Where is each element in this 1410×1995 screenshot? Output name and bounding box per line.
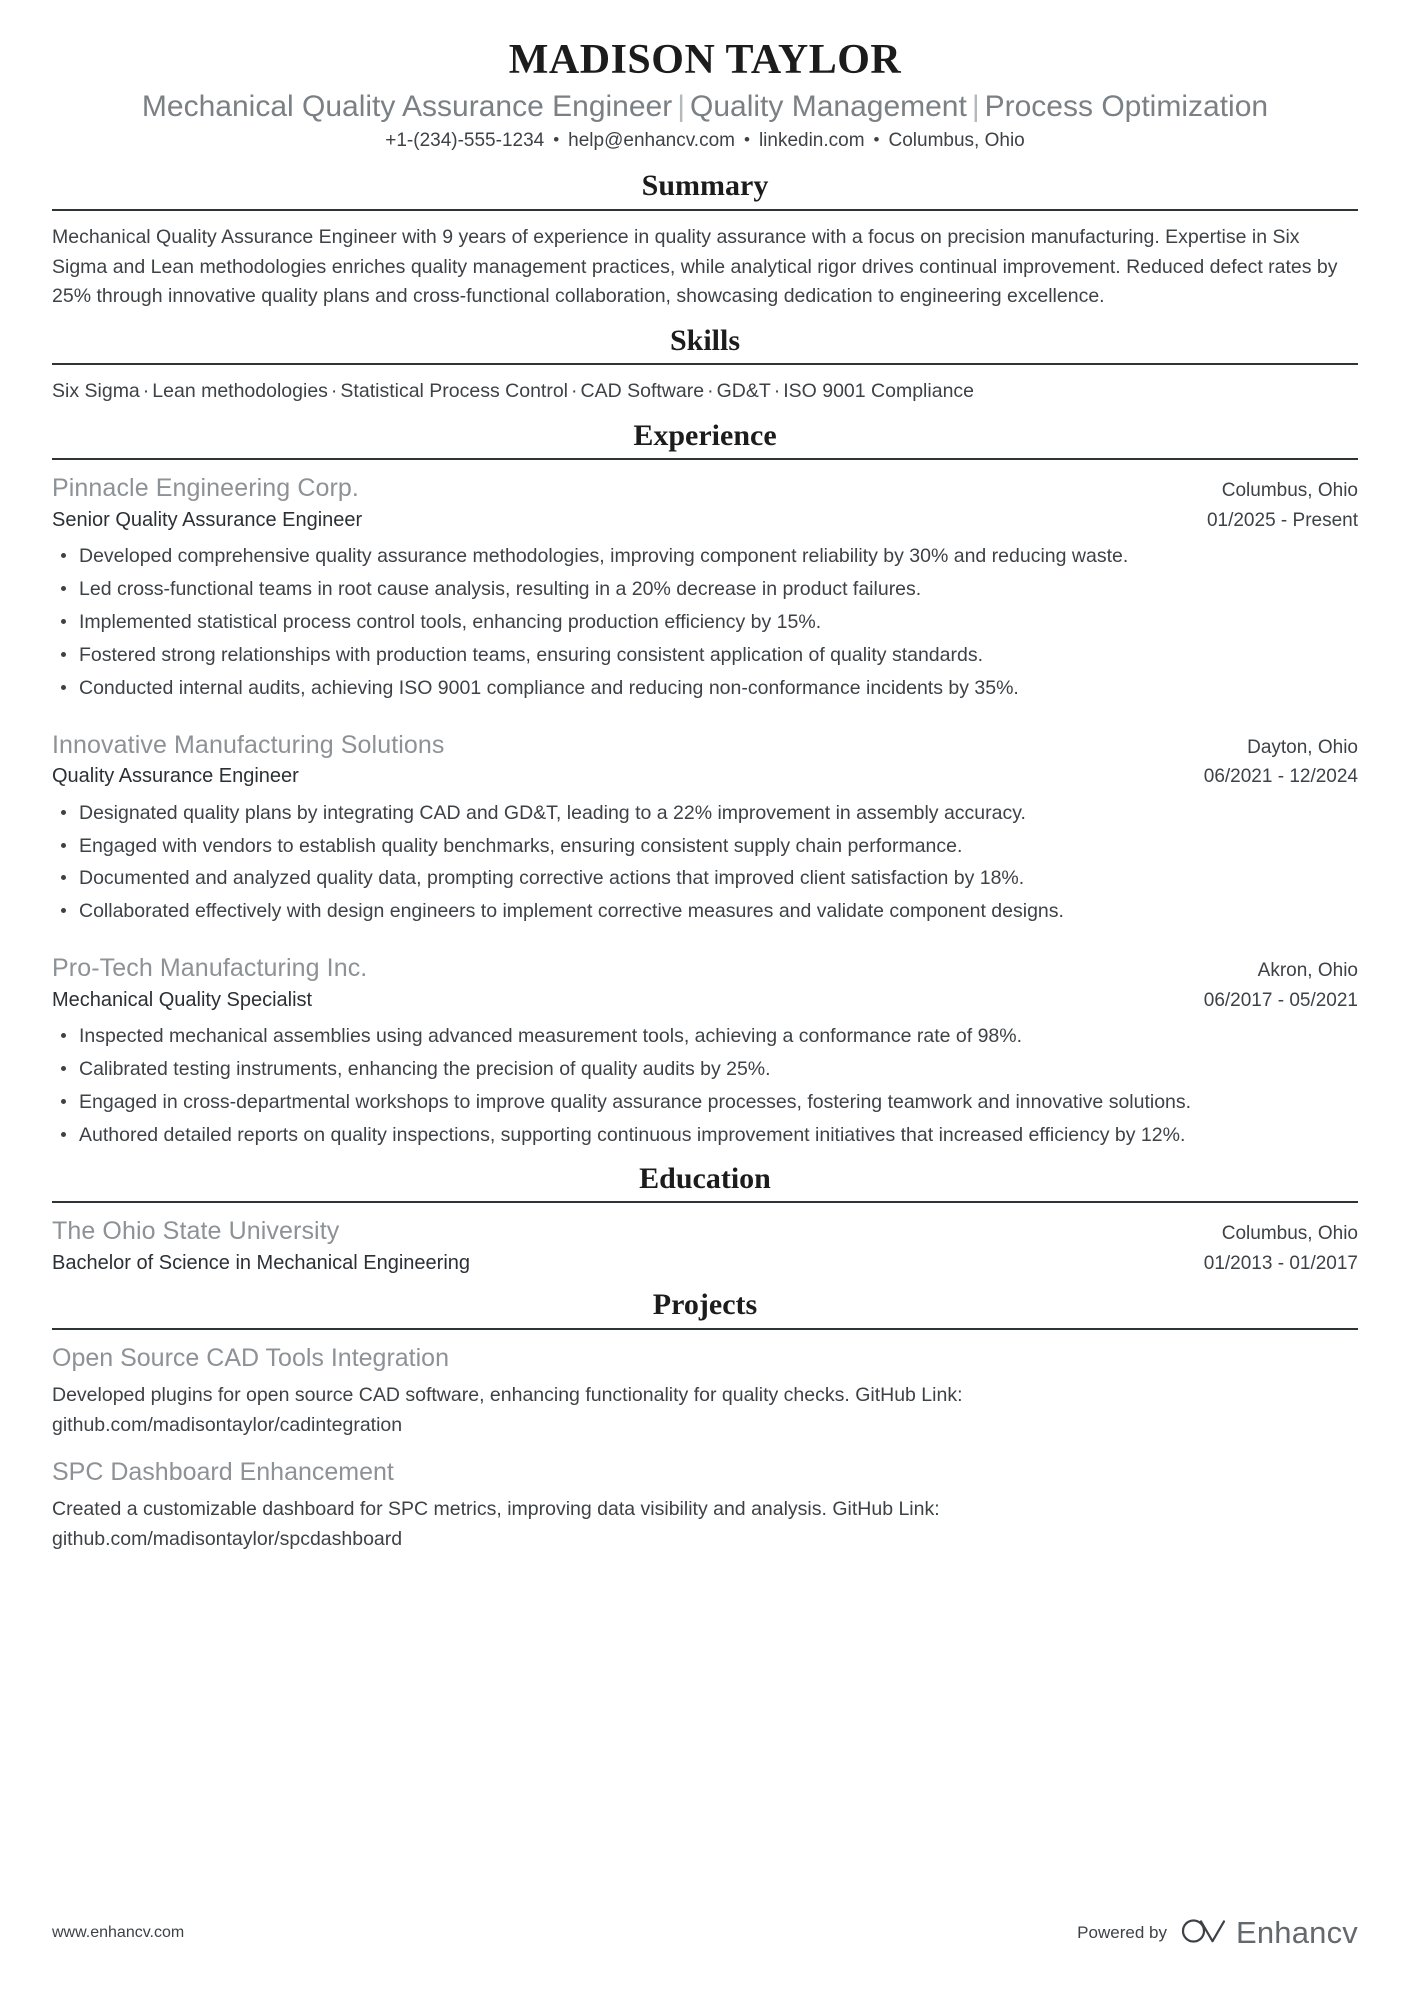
- skill-separator: ·: [142, 380, 150, 403]
- candidate-headline: [52, 89, 1358, 124]
- contact-line: [52, 129, 1358, 154]
- skill-separator: ·: [330, 380, 338, 403]
- skill-item: ISO 9001 Compliance: [783, 380, 975, 403]
- contact-separator-3: •: [873, 129, 880, 149]
- experience-entry-header: [52, 952, 1358, 985]
- experience-entry-subheader: [52, 987, 1358, 1014]
- experience-entry-subheader: [52, 507, 1358, 534]
- skill-separator: ·: [773, 380, 781, 403]
- footer-url[interactable]: www.enhancv.com: [52, 1924, 185, 1941]
- experience-bullets: [52, 542, 1358, 702]
- spacer: [52, 934, 1358, 952]
- experience-dates: 01/2025 - Present: [1206, 509, 1358, 531]
- experience-location: Columbus, Ohio: [1221, 480, 1358, 502]
- section-skills: [52, 322, 1358, 407]
- enhancv-wordmark: Enhancv: [1235, 1915, 1358, 1950]
- experience-location: Dayton, Ohio: [1247, 736, 1358, 758]
- section-title-summary: Summary: [641, 169, 769, 203]
- experience-dates: 06/2017 - 05/2021: [1203, 989, 1358, 1011]
- bullet-item: Engaged in cross-departmental workshops to improve quality assurance processes, fostering teamwork and innovative solutions.: [52, 1088, 1358, 1117]
- section-divider: [52, 363, 1358, 365]
- section-education: [52, 1160, 1358, 1277]
- section-title-education: Education: [639, 1161, 771, 1195]
- bullet-item: Authored detailed reports on quality inspections, supporting continuous improvement initiatives that increased efficiency by 12%.: [52, 1121, 1358, 1150]
- experience-entry-header: [52, 472, 1358, 505]
- contact-separator-1: •: [553, 129, 560, 149]
- contact-separator-2: •: [743, 129, 750, 149]
- footer-branding: [1077, 1915, 1358, 1951]
- skill-separator: ·: [707, 380, 714, 403]
- education-dates: 01/2013 - 01/2017: [1203, 1252, 1358, 1274]
- experience-entry: [52, 952, 1358, 1150]
- section-projects: [52, 1286, 1358, 1554]
- section-title-experience: Experience: [633, 418, 777, 452]
- skill-item: Six Sigma: [52, 380, 140, 403]
- summary-text: Mechanical Quality Assurance Engineer with 9 years of experience in quality assurance with a focus on precision manufacturing. Expertise in Six Sigma and Lean methodologies enriches quality management practices, while analytical rigor drives continual improvement. Reduced defect rates by 25% through innovative quality plans and cross-functional collaboration, showcasing dedication to engineering excellence.: [52, 225, 1338, 308]
- bullet-item: Fostered strong relationships with production teams, ensuring consistent application of quality standards.: [52, 641, 1358, 670]
- education-entry: [52, 1215, 1358, 1276]
- experience-role: Senior Quality Assurance Engineer: [52, 508, 363, 531]
- education-institution: The Ohio State University: [52, 1217, 340, 1246]
- project-entry: [52, 1456, 1358, 1554]
- project-title: SPC Dashboard Enhancement: [52, 1457, 394, 1486]
- headline-separator-2: |: [971, 90, 980, 124]
- experience-organization: Pro-Tech Manufacturing Inc.: [52, 954, 368, 983]
- bullet-item: Collaborated effectively with design engineers to implement corrective measures and validate component designs.: [52, 897, 1358, 926]
- powered-by-label: Powered by: [1077, 1923, 1167, 1942]
- project-entry: [52, 1342, 1358, 1440]
- experience-entry-header: [52, 729, 1358, 762]
- section-title-projects: Projects: [652, 1288, 758, 1322]
- bullet-item: Inspected mechanical assemblies using advanced measurement tools, achieving a conformance rate of 98%.: [52, 1022, 1358, 1051]
- bullet-item: Conducted internal audits, achieving ISO 9001 compliance and reducing non-conformance incidents by 35%.: [52, 674, 1358, 703]
- bullet-item: Documented and analyzed quality data, prompting corrective actions that improved client satisfaction by 18%.: [52, 864, 1358, 893]
- enhancv-brand: [1181, 1915, 1358, 1951]
- bullet-item: Calibrated testing instruments, enhancing the precision of quality audits by 25%.: [52, 1055, 1358, 1084]
- experience-role: Quality Assurance Engineer: [52, 765, 299, 788]
- experience-bullets: [52, 1022, 1358, 1149]
- section-divider: [52, 209, 1358, 211]
- experience-dates: 06/2021 - 12/2024: [1203, 766, 1358, 788]
- experience-role: Mechanical Quality Specialist: [52, 988, 313, 1011]
- project-title: Open Source CAD Tools Integration: [52, 1343, 449, 1372]
- headline-part-3: Process Optimization: [984, 90, 1269, 124]
- experience-entry: [52, 729, 1358, 927]
- bullet-item: Implemented statistical process control tools, enhancing production efficiency by 15%.: [52, 608, 1358, 637]
- enhancv-logo-icon: [1181, 1916, 1227, 1951]
- education-degree: Bachelor of Science in Mechanical Engineering: [52, 1251, 471, 1274]
- section-summary: [52, 167, 1358, 311]
- resume-header: [52, 38, 1358, 153]
- experience-bullets: [52, 799, 1358, 926]
- education-location: Columbus, Ohio: [1221, 1223, 1358, 1245]
- experience-organization: Pinnacle Engineering Corp.: [52, 474, 359, 503]
- project-description: Created a customizable dashboard for SPC metrics, improving data visibility and analysis. GitHub Link: github.com/madisontaylor/spcdashboard: [52, 1498, 940, 1550]
- contact-email[interactable]: help@enhancv.com: [568, 129, 735, 151]
- experience-entry-subheader: [52, 763, 1358, 790]
- bullet-item: Developed comprehensive quality assurance methodologies, improving component reliability by 30% and reducing waste.: [52, 542, 1358, 571]
- skill-item: CAD Software: [580, 380, 705, 403]
- skill-item: GD&T: [716, 380, 771, 403]
- contact-linkedin[interactable]: linkedin.com: [758, 129, 865, 151]
- skills-list: [52, 377, 1358, 406]
- headline-part-1: Mechanical Quality Assurance Engineer: [141, 90, 673, 124]
- section-title-skills: Skills: [669, 323, 741, 357]
- section-divider: [52, 458, 1358, 460]
- spacer: [52, 711, 1358, 729]
- contact-location: Columbus, Ohio: [888, 129, 1025, 151]
- page-footer: [52, 1915, 1358, 1951]
- bullet-item: Engaged with vendors to establish quality benchmarks, ensuring consistent supply chain performance.: [52, 832, 1358, 861]
- section-divider: [52, 1201, 1358, 1203]
- contact-phone: +1-(234)-555-1234: [385, 129, 545, 151]
- skill-item: Statistical Process Control: [340, 380, 569, 403]
- project-description: Developed plugins for open source CAD software, enhancing functionality for quality checks. GitHub Link: github.com/madisontaylor/cadintegration: [52, 1384, 963, 1436]
- candidate-name: MADISON TAYLOR: [508, 37, 902, 83]
- experience-location: Akron, Ohio: [1257, 960, 1358, 982]
- education-entry-subheader: [52, 1250, 1358, 1277]
- headline-part-2: Quality Management: [690, 90, 967, 124]
- section-divider: [52, 1328, 1358, 1330]
- headline-separator-1: |: [677, 90, 686, 124]
- bullet-item: Led cross-functional teams in root cause analysis, resulting in a 20% decrease in product failures.: [52, 575, 1358, 604]
- skill-item: Lean methodologies: [152, 380, 328, 403]
- section-experience: [52, 417, 1358, 1150]
- education-entry-header: [52, 1215, 1358, 1248]
- experience-entry: [52, 472, 1358, 702]
- bullet-item: Designated quality plans by integrating CAD and GD&T, leading to a 22% improvement in assembly accuracy.: [52, 799, 1358, 828]
- skill-separator: ·: [571, 380, 578, 403]
- experience-organization: Innovative Manufacturing Solutions: [52, 730, 445, 759]
